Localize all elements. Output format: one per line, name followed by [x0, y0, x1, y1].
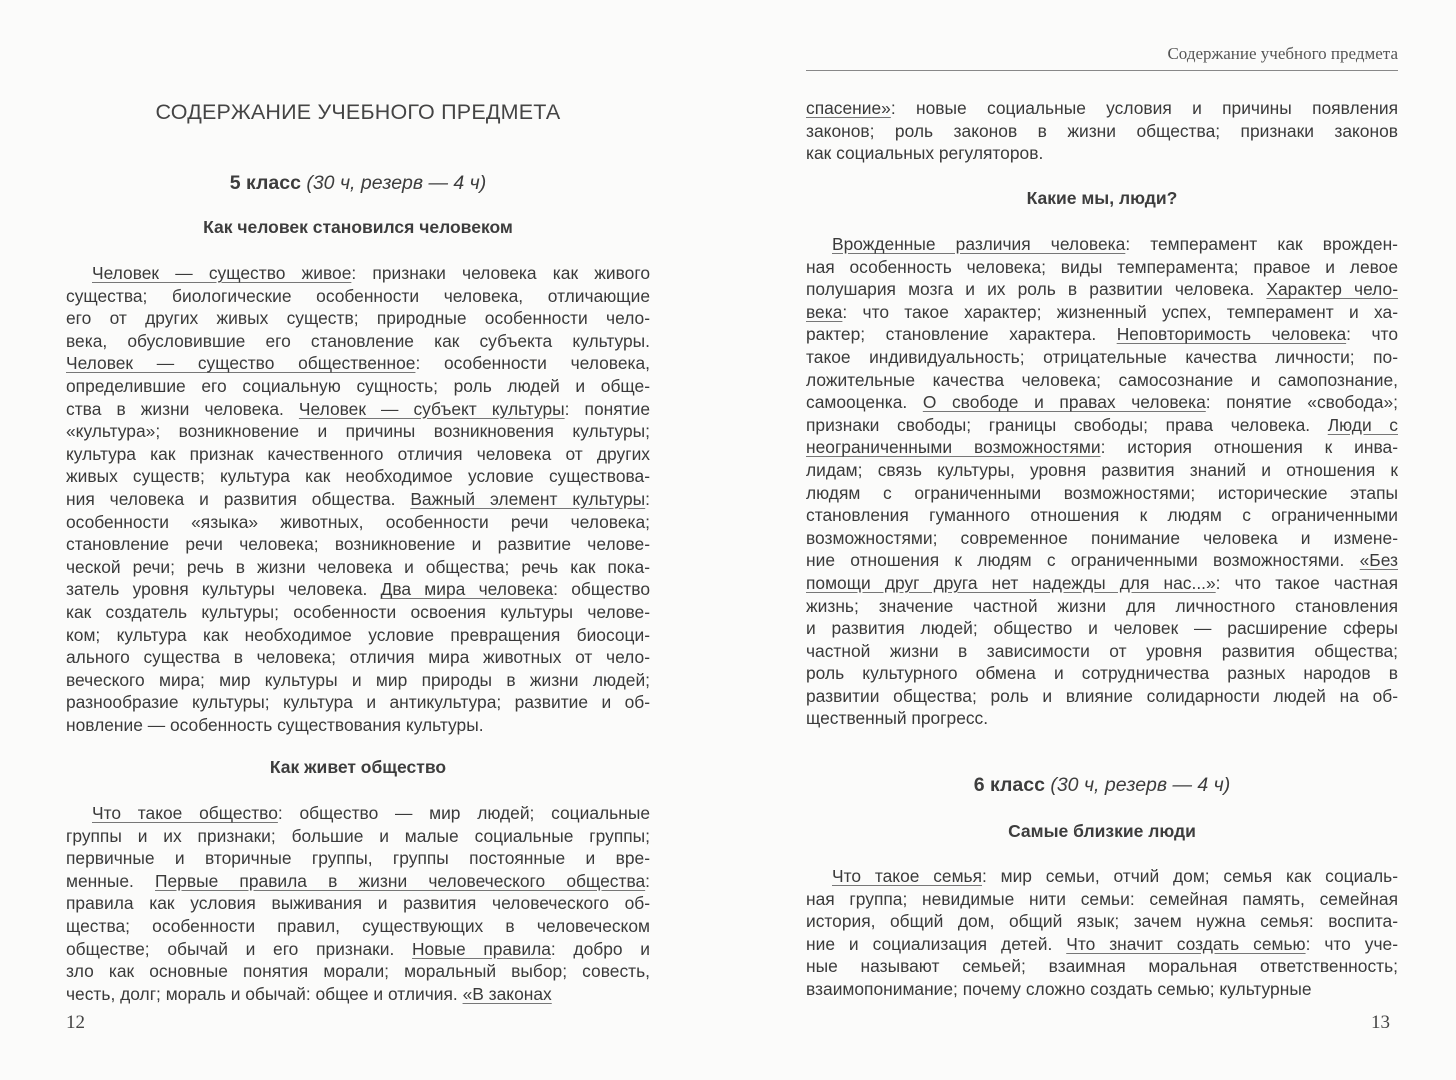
- topic-text: : признаки человека как живого: [351, 263, 650, 283]
- text-line: [806, 142, 1398, 165]
- text-line: [806, 346, 1398, 369]
- text-line: [806, 685, 1398, 708]
- topic-title: помощи друг друга нет надежды для нас...»: [806, 572, 1216, 593]
- topic-title: спасение»: [806, 98, 891, 118]
- text-line: [66, 691, 650, 714]
- text-line: [806, 640, 1398, 663]
- section-body: [66, 802, 650, 1005]
- topic-text: : новые социальные условия и причины появления: [890, 98, 1398, 118]
- page-title: СОДЕРЖАНИЕ УЧЕБНОГО ПРЕДМЕТА: [155, 100, 561, 124]
- text-line: [66, 488, 650, 511]
- topic-title: неограниченными возможностями: [806, 437, 1101, 458]
- text-line: [66, 556, 650, 579]
- section-heading: Как живет общество: [269, 757, 447, 777]
- text-line: [66, 601, 650, 624]
- topic-text: группы и их признаки; большие и малые социальные группы;: [66, 825, 650, 846]
- topic-text: : история отношения к инва-: [1100, 437, 1398, 458]
- grade-heading-5: [66, 172, 650, 195]
- text-line: [806, 933, 1398, 956]
- topic-text: ная особенность человека; виды темперамента; правое и левое: [806, 256, 1398, 277]
- text-line: [806, 120, 1398, 143]
- topic-title: Первые правила в жизни человеческого общества: [155, 870, 646, 891]
- topic-title: Что такое общество: [92, 803, 278, 823]
- topic-text: : темперамент как врожден-: [1125, 234, 1398, 254]
- text-line: [806, 278, 1398, 301]
- text-line: [806, 369, 1398, 392]
- topic-text: правила как условия выживания и развития человеческого об-: [66, 893, 650, 914]
- text-line: [806, 256, 1398, 279]
- topic-text: : что: [1346, 324, 1398, 345]
- text-line: [66, 307, 650, 330]
- topic-title: «Без: [1359, 550, 1398, 571]
- topic-text: : общество: [553, 579, 650, 600]
- topic-text: ная группа; невидимые нити семьи: семейная память, семейная: [806, 888, 1398, 909]
- topic-text: : общество — мир людей; социальные: [277, 803, 650, 823]
- text-line: [806, 482, 1398, 505]
- text-line: [806, 504, 1398, 527]
- text-line: [806, 301, 1398, 324]
- text-line: [66, 443, 650, 466]
- topic-text: ние отношения к людям с ограниченными возможностями.: [806, 550, 1360, 571]
- topic-title: Люди с: [1327, 414, 1398, 435]
- text-line: [806, 662, 1398, 685]
- topic-text: существа; биологические особенности человека, отличающие: [66, 285, 650, 306]
- topic-text: живых существ; культура как необходимое условие существова-: [66, 466, 650, 487]
- topic-text: частной жизни в зависимости от уровня развития общества;: [806, 640, 1398, 661]
- text-line: [806, 865, 1398, 888]
- text-line: [806, 549, 1398, 572]
- topic-text: такое индивидуальность; отрицательные качества личности; по-: [806, 346, 1398, 367]
- continuation-body: [806, 97, 1398, 165]
- topic-text: людям с ограниченными возможностями; исторические этапы: [806, 482, 1398, 503]
- topic-text: лидам; связь культуры, уровня развития знаний и отношения к: [806, 459, 1398, 480]
- topic-text: его от других живых существ; природные особенности чело-: [66, 308, 650, 329]
- text-line: [66, 915, 650, 938]
- text-line: [66, 398, 650, 421]
- text-line: [806, 978, 1398, 1001]
- topic-title: Человек — существо общественное: [66, 353, 416, 374]
- topic-title: века: [806, 301, 843, 322]
- topic-title: Врожденные различия человека: [832, 234, 1126, 254]
- text-line: [66, 870, 650, 893]
- grade-label: 5 класс: [229, 172, 307, 194]
- topic-text: щества; особенности правил, существующих в человеческом: [66, 915, 650, 936]
- topic-text: самооценка.: [806, 392, 923, 413]
- text-line: [66, 960, 650, 983]
- topic-text: культура как признак качественного отличия человека от других: [66, 443, 650, 464]
- text-line: [806, 323, 1398, 346]
- topic-text: ние и социализация детей.: [806, 933, 1067, 954]
- text-line: [66, 578, 650, 601]
- text-line: [806, 527, 1398, 550]
- topic-title: Новые правила: [412, 938, 551, 959]
- topic-title: «В законах: [462, 983, 552, 1004]
- text-line: [66, 938, 650, 961]
- topic-text: зло как основные понятия морали; моральный выбор; совесть,: [66, 961, 650, 982]
- topic-text: как создатель культуры; особенности освоения культуры челове-: [66, 601, 650, 622]
- text-line: [66, 330, 650, 353]
- topic-text: рактер; становление характера.: [806, 324, 1117, 345]
- topic-text: новление — особенность существования культуры.: [66, 714, 484, 735]
- grade-hours: (30 ч, резерв — 4 ч): [306, 172, 487, 194]
- topic-text: жизнь; значение частной жизни для личностного становления: [806, 595, 1398, 616]
- text-line: [66, 375, 650, 398]
- text-line: [806, 595, 1398, 618]
- text-line: [806, 459, 1398, 482]
- section-body: [806, 865, 1398, 1001]
- topic-text: щественный прогресс.: [806, 708, 989, 729]
- text-line: [66, 714, 650, 737]
- topic-text: века, обусловившие его становление как субъекта культуры.: [66, 330, 650, 351]
- text-line: [806, 707, 1398, 730]
- topic-text: роль культурного обмена и сотрудничества разных народов в: [806, 663, 1398, 684]
- section-body: [66, 262, 650, 736]
- topic-text: : понятие: [564, 398, 650, 419]
- topic-text: разнообразие культуры; культура и антикультура; развитие и об-: [66, 692, 650, 713]
- topic-title: Два мира человека: [380, 579, 554, 600]
- topic-text: : что такое частная: [1215, 572, 1398, 593]
- text-line: [806, 572, 1398, 595]
- topic-text: обществе; обычай и его признаки.: [66, 938, 412, 959]
- text-line: [66, 511, 650, 534]
- section-heading: Какие мы, люди?: [1026, 188, 1178, 208]
- topic-title: Что значит создать семью: [1066, 933, 1306, 954]
- text-line: [66, 847, 650, 870]
- topic-text: законов; роль законов в жизни общества; признаки законов: [806, 120, 1398, 141]
- topic-text: полушария мозга и их роль в развитии человека.: [806, 279, 1267, 300]
- topic-text: : мир семьи, отчий дом; семья как социаль-: [982, 866, 1398, 886]
- running-head-rule: [806, 70, 1398, 71]
- text-line: [66, 262, 650, 285]
- section-heading: Самые близкие люди: [1008, 821, 1196, 841]
- text-line: [806, 97, 1398, 120]
- topic-text: честь, долг; мораль и обычай: общее и отличия.: [66, 983, 463, 1004]
- topic-text: : понятие «свобода»;: [1205, 392, 1398, 413]
- topic-text: история, общий дом, общий язык; зачем нужна семья: воспита-: [806, 911, 1398, 932]
- text-line: [806, 888, 1398, 911]
- topic-text: первичные и вторичные группы, группы постоянные и вре-: [66, 848, 650, 869]
- topic-text: развитии общества; роль и влияние солидарности людей на об-: [806, 685, 1398, 706]
- topic-text: : что уче-: [1305, 933, 1399, 954]
- topic-text: как социальных регуляторов.: [806, 143, 1044, 164]
- text-line: [66, 352, 650, 375]
- text-line: [66, 669, 650, 692]
- topic-title: О свободе и правах человека: [922, 392, 1206, 413]
- page-number: 12: [66, 1012, 85, 1033]
- topic-text: :: [645, 870, 650, 891]
- topic-text: взаимопонимание; почему сложно создать семью; культурные: [806, 978, 1312, 999]
- topic-text: затель уровня культуры человека.: [66, 579, 381, 600]
- topic-text: :: [645, 488, 650, 509]
- topic-text: возможностями; современное понимание человека и измене-: [806, 527, 1398, 548]
- topic-text: определившие его социальную сущность; роль людей и обще-: [66, 375, 650, 396]
- topic-title: Человек — субъект культуры: [298, 398, 565, 419]
- topic-text: ком; культура как необходимое условие превращения биосоци-: [66, 624, 650, 645]
- text-line: [66, 465, 650, 488]
- topic-text: становление речи человека; возникновение и развитие челове-: [66, 534, 650, 555]
- grade-label: 6 класс: [973, 774, 1051, 796]
- text-line: [66, 646, 650, 669]
- text-line: [806, 233, 1398, 256]
- topic-text: становления гуманного отношения к людям с ограниченными: [806, 505, 1398, 526]
- text-line: [66, 420, 650, 443]
- topic-text: ального существа в человека; отличия мира животных от чело-: [66, 647, 650, 668]
- text-line: [66, 802, 650, 825]
- topic-text: менные.: [66, 870, 156, 891]
- topic-text: и развития людей; общество и человек — расширение сферы: [806, 618, 1398, 639]
- text-line: [806, 436, 1398, 459]
- topic-text: «культура»; возникновение и причины возникновения культуры;: [66, 421, 650, 442]
- text-line: [806, 391, 1398, 414]
- topic-title: Характер чело-: [1266, 279, 1398, 300]
- topic-text: : особенности человека,: [415, 353, 650, 374]
- topic-text: признаки свободы; границы свободы; права человека.: [806, 414, 1328, 435]
- text-line: [66, 892, 650, 915]
- topic-title: Неповторимость человека: [1116, 324, 1347, 345]
- text-line: [66, 624, 650, 647]
- topic-text: ные называют семьей; взаимная моральная ответственность;: [806, 956, 1398, 977]
- text-line: [806, 955, 1398, 978]
- topic-text: ложительные качества человека; самосознание и самопознание,: [806, 369, 1398, 390]
- page-number: 13: [1371, 1012, 1390, 1033]
- text-line: [66, 983, 650, 1006]
- right-page: [728, 0, 1456, 1080]
- running-head: Содержание учебного предмета: [1167, 44, 1398, 63]
- grade-heading-6: [806, 774, 1398, 797]
- topic-text: ческой речи; речь в жизни человека и общества; речь как пока-: [66, 556, 650, 577]
- topic-title: Человек — существо живое: [92, 263, 352, 283]
- topic-text: особенности «языка» животных, особенности речи человека;: [66, 511, 650, 532]
- topic-text: ства в жизни человека.: [66, 398, 299, 419]
- topic-text: : добро и: [550, 938, 650, 959]
- text-line: [806, 910, 1398, 933]
- section-body: [806, 233, 1398, 730]
- topic-text: веческого мира; мир культуры и мир природы в жизни людей;: [66, 669, 650, 690]
- text-line: [66, 285, 650, 308]
- topic-text: ния человека и развития общества.: [66, 488, 411, 509]
- text-line: [66, 825, 650, 848]
- section-heading: Как человек становился человеком: [203, 217, 513, 237]
- text-line: [806, 414, 1398, 437]
- text-line: [66, 533, 650, 556]
- text-line: [806, 617, 1398, 640]
- topic-title: Важный элемент культуры: [410, 488, 646, 509]
- topic-text: : что такое характер; жизненный успех, темперамент и ха-: [842, 301, 1398, 322]
- grade-hours: (30 ч, резерв — 4 ч): [1050, 774, 1231, 796]
- topic-title: Что такое семья: [832, 866, 983, 886]
